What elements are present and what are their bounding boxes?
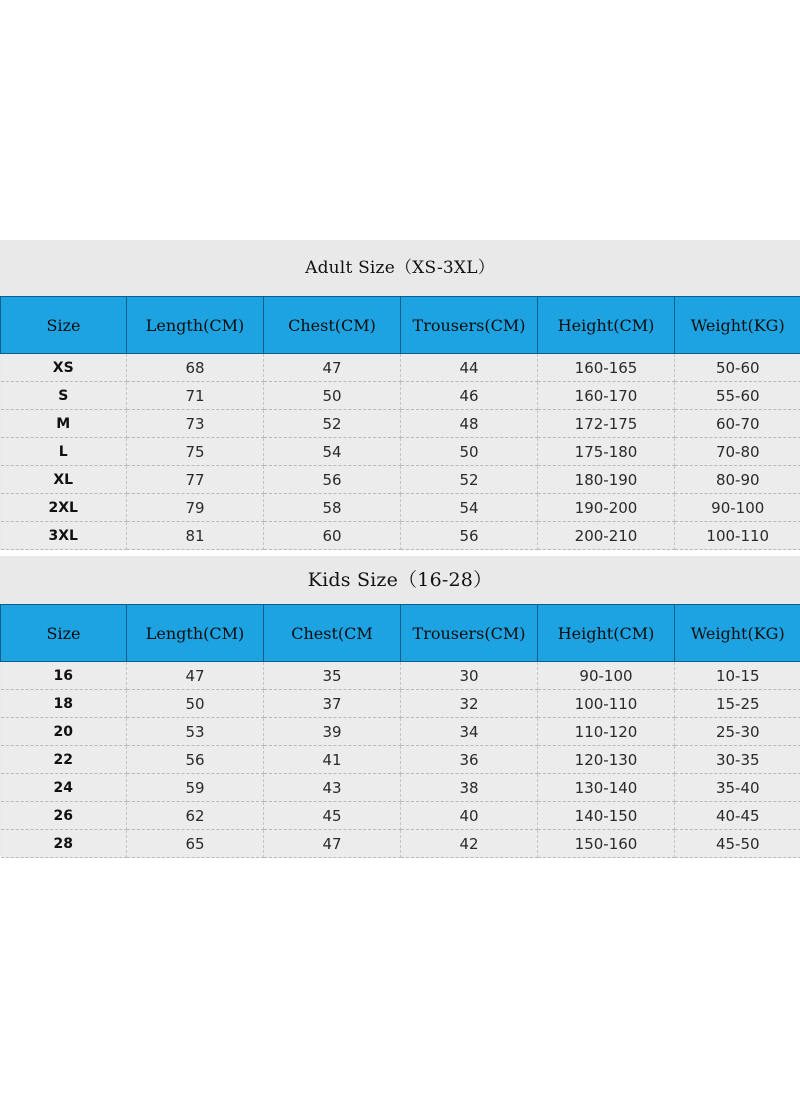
kids-size-chart (0, 556, 800, 856)
chest-cell: 47 (264, 830, 401, 858)
weight-cell: 70-80 (675, 438, 800, 466)
header-size: Size (1, 605, 127, 662)
size-cell: 26 (1, 802, 127, 830)
size-cell: M (1, 410, 127, 438)
size-cell: 3XL (1, 522, 127, 550)
kids-size-title: Kids Size（16-28） (307, 569, 493, 591)
weight-cell: 10-15 (675, 662, 800, 690)
length-cell: 47 (127, 662, 264, 690)
weight-cell: 35-40 (675, 774, 800, 802)
header-height: Height(CM) (538, 605, 675, 662)
adult-size-chart (0, 240, 800, 550)
table-row (1, 354, 800, 382)
table-row (1, 718, 800, 746)
chest-cell: 39 (264, 718, 401, 746)
table-row (1, 382, 800, 410)
length-cell: 75 (127, 438, 264, 466)
length-cell: 81 (127, 522, 264, 550)
chest-cell: 60 (264, 522, 401, 550)
size-cell: 2XL (1, 494, 127, 522)
height-cell: 110-120 (538, 718, 675, 746)
table-row (1, 774, 800, 802)
size-cell: S (1, 382, 127, 410)
height-cell: 130-140 (538, 774, 675, 802)
kids-size-table (0, 604, 800, 858)
header-weight: Weight(KG) (675, 605, 800, 662)
height-cell: 172-175 (538, 410, 675, 438)
length-cell: 77 (127, 466, 264, 494)
table-header-row (1, 297, 800, 354)
chest-cell: 41 (264, 746, 401, 774)
chest-cell: 37 (264, 690, 401, 718)
header-height: Height(CM) (538, 297, 675, 354)
chest-cell: 43 (264, 774, 401, 802)
length-cell: 71 (127, 382, 264, 410)
weight-cell: 60-70 (675, 410, 800, 438)
trousers-cell: 36 (401, 746, 538, 774)
weight-cell: 25-30 (675, 718, 800, 746)
trousers-cell: 30 (401, 662, 538, 690)
chest-cell: 58 (264, 494, 401, 522)
length-cell: 59 (127, 774, 264, 802)
length-cell: 56 (127, 746, 264, 774)
size-cell: 18 (1, 690, 127, 718)
height-cell: 120-130 (538, 746, 675, 774)
chest-cell: 47 (264, 354, 401, 382)
length-cell: 53 (127, 718, 264, 746)
trousers-cell: 32 (401, 690, 538, 718)
weight-cell: 55-60 (675, 382, 800, 410)
height-cell: 140-150 (538, 802, 675, 830)
table-header-row (1, 605, 800, 662)
header-chest: Chest(CM (264, 605, 401, 662)
weight-cell: 40-45 (675, 802, 800, 830)
size-cell: 28 (1, 830, 127, 858)
height-cell: 90-100 (538, 662, 675, 690)
size-cell: 16 (1, 662, 127, 690)
size-cell: 24 (1, 774, 127, 802)
trousers-cell: 56 (401, 522, 538, 550)
weight-cell: 100-110 (675, 522, 800, 550)
header-trousers: Trousers(CM) (401, 605, 538, 662)
header-weight: Weight(KG) (675, 297, 800, 354)
table-row (1, 494, 800, 522)
header-length: Length(CM) (127, 297, 264, 354)
chest-cell: 45 (264, 802, 401, 830)
table-row (1, 662, 800, 690)
weight-cell: 45-50 (675, 830, 800, 858)
header-size: Size (1, 297, 127, 354)
table-row (1, 830, 800, 858)
length-cell: 73 (127, 410, 264, 438)
height-cell: 190-200 (538, 494, 675, 522)
trousers-cell: 48 (401, 410, 538, 438)
weight-cell: 50-60 (675, 354, 800, 382)
chest-cell: 35 (264, 662, 401, 690)
weight-cell: 90-100 (675, 494, 800, 522)
trousers-cell: 50 (401, 438, 538, 466)
size-cell: 20 (1, 718, 127, 746)
table-row (1, 466, 800, 494)
chest-cell: 54 (264, 438, 401, 466)
height-cell: 180-190 (538, 466, 675, 494)
length-cell: 50 (127, 690, 264, 718)
adult-size-table (0, 296, 800, 550)
length-cell: 62 (127, 802, 264, 830)
trousers-cell: 34 (401, 718, 538, 746)
size-cell: XL (1, 466, 127, 494)
chest-cell: 56 (264, 466, 401, 494)
chest-cell: 52 (264, 410, 401, 438)
height-cell: 160-170 (538, 382, 675, 410)
table-row (1, 746, 800, 774)
size-cell: 22 (1, 746, 127, 774)
trousers-cell: 40 (401, 802, 538, 830)
table-row (1, 690, 800, 718)
length-cell: 79 (127, 494, 264, 522)
table-row (1, 438, 800, 466)
header-trousers: Trousers(CM) (401, 297, 538, 354)
weight-cell: 30-35 (675, 746, 800, 774)
size-cell: XS (1, 354, 127, 382)
table-row (1, 522, 800, 550)
height-cell: 175-180 (538, 438, 675, 466)
size-cell: L (1, 438, 127, 466)
adult-size-title: Adult Size（XS-3XL） (305, 258, 495, 278)
chest-cell: 50 (264, 382, 401, 410)
trousers-cell: 38 (401, 774, 538, 802)
table-row (1, 410, 800, 438)
trousers-cell: 46 (401, 382, 538, 410)
table-row (1, 802, 800, 830)
length-cell: 65 (127, 830, 264, 858)
trousers-cell: 42 (401, 830, 538, 858)
length-cell: 68 (127, 354, 264, 382)
header-length: Length(CM) (127, 605, 264, 662)
trousers-cell: 52 (401, 466, 538, 494)
height-cell: 160-165 (538, 354, 675, 382)
height-cell: 200-210 (538, 522, 675, 550)
height-cell: 100-110 (538, 690, 675, 718)
trousers-cell: 44 (401, 354, 538, 382)
weight-cell: 80-90 (675, 466, 800, 494)
header-chest: Chest(CM) (264, 297, 401, 354)
trousers-cell: 54 (401, 494, 538, 522)
weight-cell: 15-25 (675, 690, 800, 718)
height-cell: 150-160 (538, 830, 675, 858)
